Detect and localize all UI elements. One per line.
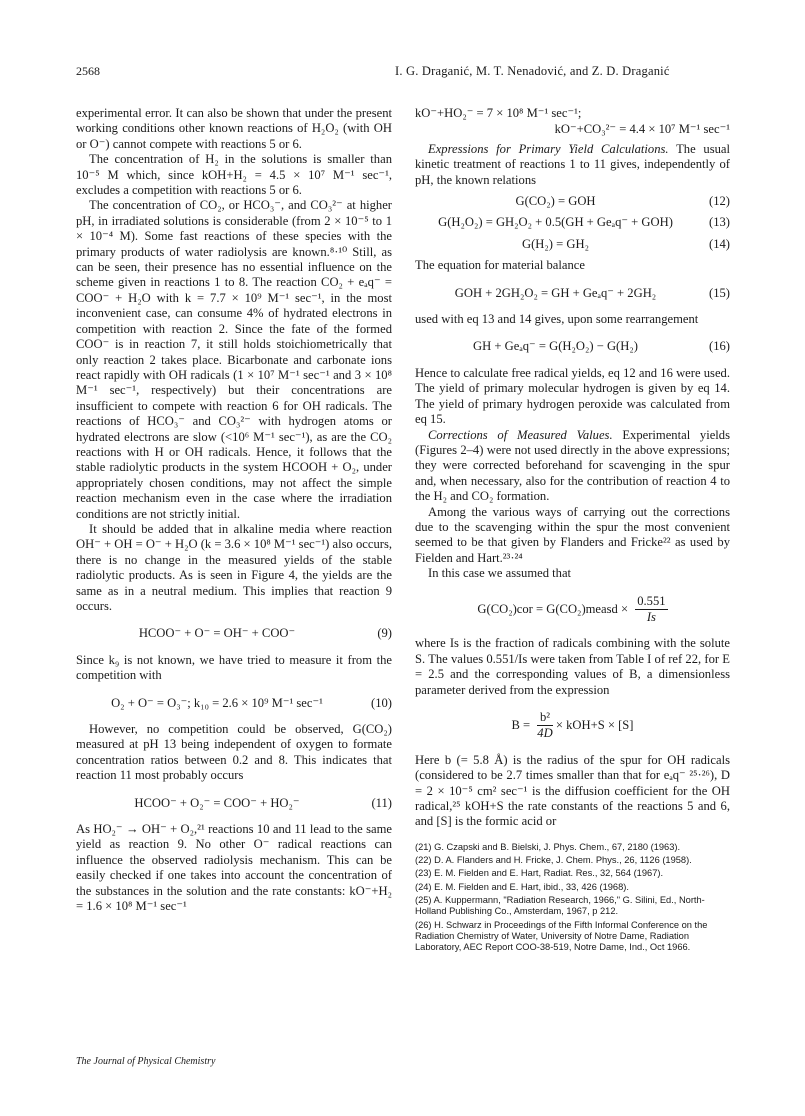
paragraph: The equation for material balance (415, 258, 585, 273)
equation-body: G(H₂) = GH₂ (522, 236, 589, 251)
references (415, 842, 730, 954)
fraction-denominator: Is (646, 609, 656, 624)
equation-12 (415, 194, 730, 209)
paragraph: where Is is the fraction of radicals combining with the solute S. The values 0.551/Is were taken from Table I of ref 22, for E = 2.5 and the corresponding values of B, a dimensionless parameter derived from the expression (415, 636, 730, 697)
paragraph: The concentration of H₂ in the solutions is smaller than 10⁻⁵ M which, since kOH+H₂ = 4.5 × 10⁷ M⁻¹ sec⁻¹, excludes a competition with reactions 5 or 6. (76, 152, 392, 198)
journal-footer: The Journal of Physical Chemistry (76, 1056, 216, 1067)
equation-number: (12) (709, 194, 730, 209)
equation-body: HCOO⁻ + O⁻ = OH⁻ + COO⁻ (138, 626, 296, 641)
equation-body: O₂ + O⁻ = O₃⁻; k₁₀ = 2.6 × 10⁹ M⁻¹ sec⁻¹ (111, 695, 323, 710)
equation-body (415, 594, 730, 626)
equation-body: G(CO₂) = GOH (515, 194, 596, 209)
equation-correction (415, 594, 730, 626)
reference: (25) A. Kuppermann, "Radiation Research, 1966," G. Silini, Ed., North-Holland Publishing Co., Amsterdam, 1967, p 212. (415, 895, 705, 917)
fraction-numerator: 0.551 (635, 594, 667, 610)
equation-body (415, 710, 730, 742)
equation-10 (76, 696, 392, 711)
paragraph: Since k₉ is not known, we have tried to measure it from the competition with (76, 652, 392, 683)
equation-number: (14) (709, 236, 730, 251)
left-column (76, 106, 392, 915)
equation-lhs: G(CO₂)cor = G(CO₂)measd × (477, 601, 629, 616)
equation-body: HCOO⁻ + O₂⁻ = COO⁻ + HO₂⁻ (134, 795, 300, 810)
equation-lhs: B = (511, 717, 531, 732)
reference: (23) E. M. Fielden and E. Hart, Radiat. Res., 32, 564 (1967). (415, 868, 664, 879)
running-header-authors: I. G. Draganić, M. T. Nenadović, and Z. D. Draganić (395, 64, 670, 78)
paragraph: experimental error. It can also be shown that under the present working conditions other known reactions of H₂O₂ (with OH or O⁻) cannot compete with reactions 5 or 6. (76, 106, 392, 151)
paragraph: Experimental yields (Figures 2–4) were not used directly in the above expressions; they were corrected beforehand for scavenging in the spur and, when necessary, also for the contribution of reaction 4 to the H₂ and CO₂ formation. (415, 427, 731, 504)
paragraph: In this case we assumed that (428, 566, 572, 581)
section-heading: Corrections of Measured Values. (428, 427, 613, 442)
equation-16 (415, 339, 730, 354)
reference: (21) G. Czapski and B. Bielski, J. Phys. Chem., 67, 2180 (1963). (415, 841, 681, 852)
equation-rhs: × kOH+S × [S] (555, 717, 634, 732)
equation-number: (11) (371, 795, 392, 810)
paragraph: It should be added that in alkaline media where reaction OH⁻ + OH = O⁻ + H₂O (k = 3.6 × 10⁸ M⁻¹ sec⁻¹) also occurs, there is no change in the measured yields of the stable radiolytic products. As is seen in Figure 4, the yields are the same as in a neutral medium. This implies that reaction 9 occurs. (76, 521, 392, 613)
paragraph: used with eq 13 and 14 gives, upon some rearrangement (415, 312, 699, 327)
equation-13 (415, 215, 730, 230)
fraction-numerator: b² (537, 710, 552, 726)
equation-14 (415, 237, 730, 252)
right-column (415, 106, 730, 956)
paragraph: However, no competition could be observed, G(CO₂) measured at pH 13 being independent of oxygen to formate concentration ratios between 0.2 and 8. This indicates that reaction 11 most probably occurs (76, 722, 392, 783)
fraction (537, 710, 552, 742)
equation-9 (76, 626, 392, 641)
rate-constant-line: kO⁻+CO₃²⁻ = 4.4 × 10⁷ M⁻¹ sec⁻¹ (554, 122, 730, 137)
rate-constant-line: kO⁻+HO₂⁻ = 7 × 10⁸ M⁻¹ sec⁻¹; (415, 106, 582, 120)
reference: (26) H. Schwarz in Proceedings of the Fifth Informal Conference on the Radiation Chemistry of Water, University of Notre Dame, Radiation Laboratory, AEC Report COO-38-519, Notre Dame, Ind., Oct 1966. (415, 919, 708, 953)
paragraph: As HO₂⁻ → OH⁻ + O₂,²¹ reactions 10 and 11 lead to the same yield as reaction 9. No other O⁻ radical reactions can influence the observed radiolysis mechanism. This can be easily checked if one takes into account the concentration of the substances in the solution and the rate constants: kO⁻+H₂ = 1.6 × 10⁸ M⁻¹ sec⁻¹ (76, 822, 392, 914)
equation-number: (13) (709, 215, 730, 230)
paragraph: The concentration of CO₂, or HCO₃⁻, and CO₃²⁻ at higher pH, in irradiated solutions is considerable (from 2 × 10⁻⁵ to 1 × 10⁻⁴ M). Some fast reactions of these species with the primary products of water radiolysis are known.⁸·¹⁰ Still, as can be seen, their presence has no essential influence on the scheme given in reactions 1 to 8. The reaction CO₂ + eₐq⁻ = COO⁻ + H₂O with k = 7.7 × 10⁹ M⁻¹ sec⁻¹, in the most inconvenient case, can consume 4% of hydrated electrons in competition with reaction 2. Since the fate of the formed COO⁻ is in reaction 7, it still holds stoichiometrically that only reaction 2 takes place. Bicarbonate and carbonate ions react rapidly with OH radicals (1 × 10⁷ M⁻¹ sec⁻¹ and 3 × 10⁸ M⁻¹ sec⁻¹, respectively) but their concentrations are insufficient to compete with reaction 6 for OH radicals. The reactions of HCO₃⁻ and CO₃²⁻ with hydrogen atoms or hydrated electrons are slow (<10⁶ M⁻¹ sec⁻¹), as are the CO₂ reactions with H or OH radicals. Hence, it follows that the stable radiolytic products in the system HCOOH + O₂, under appropriately chosen conditions, may not affect the simple reaction mechanism even in the case where the irradiation conditions are not strictly initial. (76, 198, 392, 521)
paragraph: Here b (= 5.8 Å) is the radius of the spur for OH radicals (considered to be 2.7 times smaller than that for eₐq⁻ ²⁵·²⁶), D = 2 × 10⁻⁵ cm² sec⁻¹ is the diffusion coefficient for the OH radical,²⁵ kOH+S the rate constants of the reactions 5 and 6, and [S] is the formic acid or (415, 752, 730, 829)
fraction (635, 594, 667, 626)
reference: (24) E. M. Fielden and E. Hart, ibid., 33, 426 (1968). (415, 881, 629, 892)
equation-number: (16) (709, 339, 730, 354)
equation-11 (76, 796, 392, 811)
paragraph: The usual kinetic treatment of reactions 1 to 11 gives, independently of pH, the known relations (415, 141, 731, 187)
equation-number: (15) (709, 285, 730, 300)
equation-body: G(H₂O₂) = GH₂O₂ + 0.5(GH + Geₐq⁻ + GOH) (438, 215, 673, 230)
paragraph: Hence to calculate free radical yields, eq 12 and 16 were used. The yield of primary molecular hydrogen is given by eq 14. The yield of primary hydrogen peroxide was calculated from eq 15. (415, 365, 730, 427)
section-heading: Expressions for Primary Yield Calculations. (428, 141, 669, 156)
equation-15 (415, 286, 730, 301)
reference: (22) D. A. Flanders and H. Fricke, J. Chem. Phys., 26, 1126 (1958). (415, 855, 692, 866)
fraction-denominator: 4D (537, 726, 553, 741)
equation-body: GH + Geₐq⁻ = G(H₂O₂) − G(H₂) (473, 339, 638, 354)
page-number: 2568 (76, 64, 100, 78)
equation-number: (9) (377, 626, 392, 641)
equation-number: (10) (371, 695, 392, 710)
equation-body: GOH + 2GH₂O₂ = GH + Geₐq⁻ + 2GH₂ (454, 285, 657, 300)
equation-b (415, 710, 730, 742)
paragraph: Among the various ways of carrying out the corrections due to the scavenging within the spur the most convenient seemed to be that given by Flanders and Fricke²² as used by Fielden and Hart.²³·²⁴ (415, 504, 730, 565)
